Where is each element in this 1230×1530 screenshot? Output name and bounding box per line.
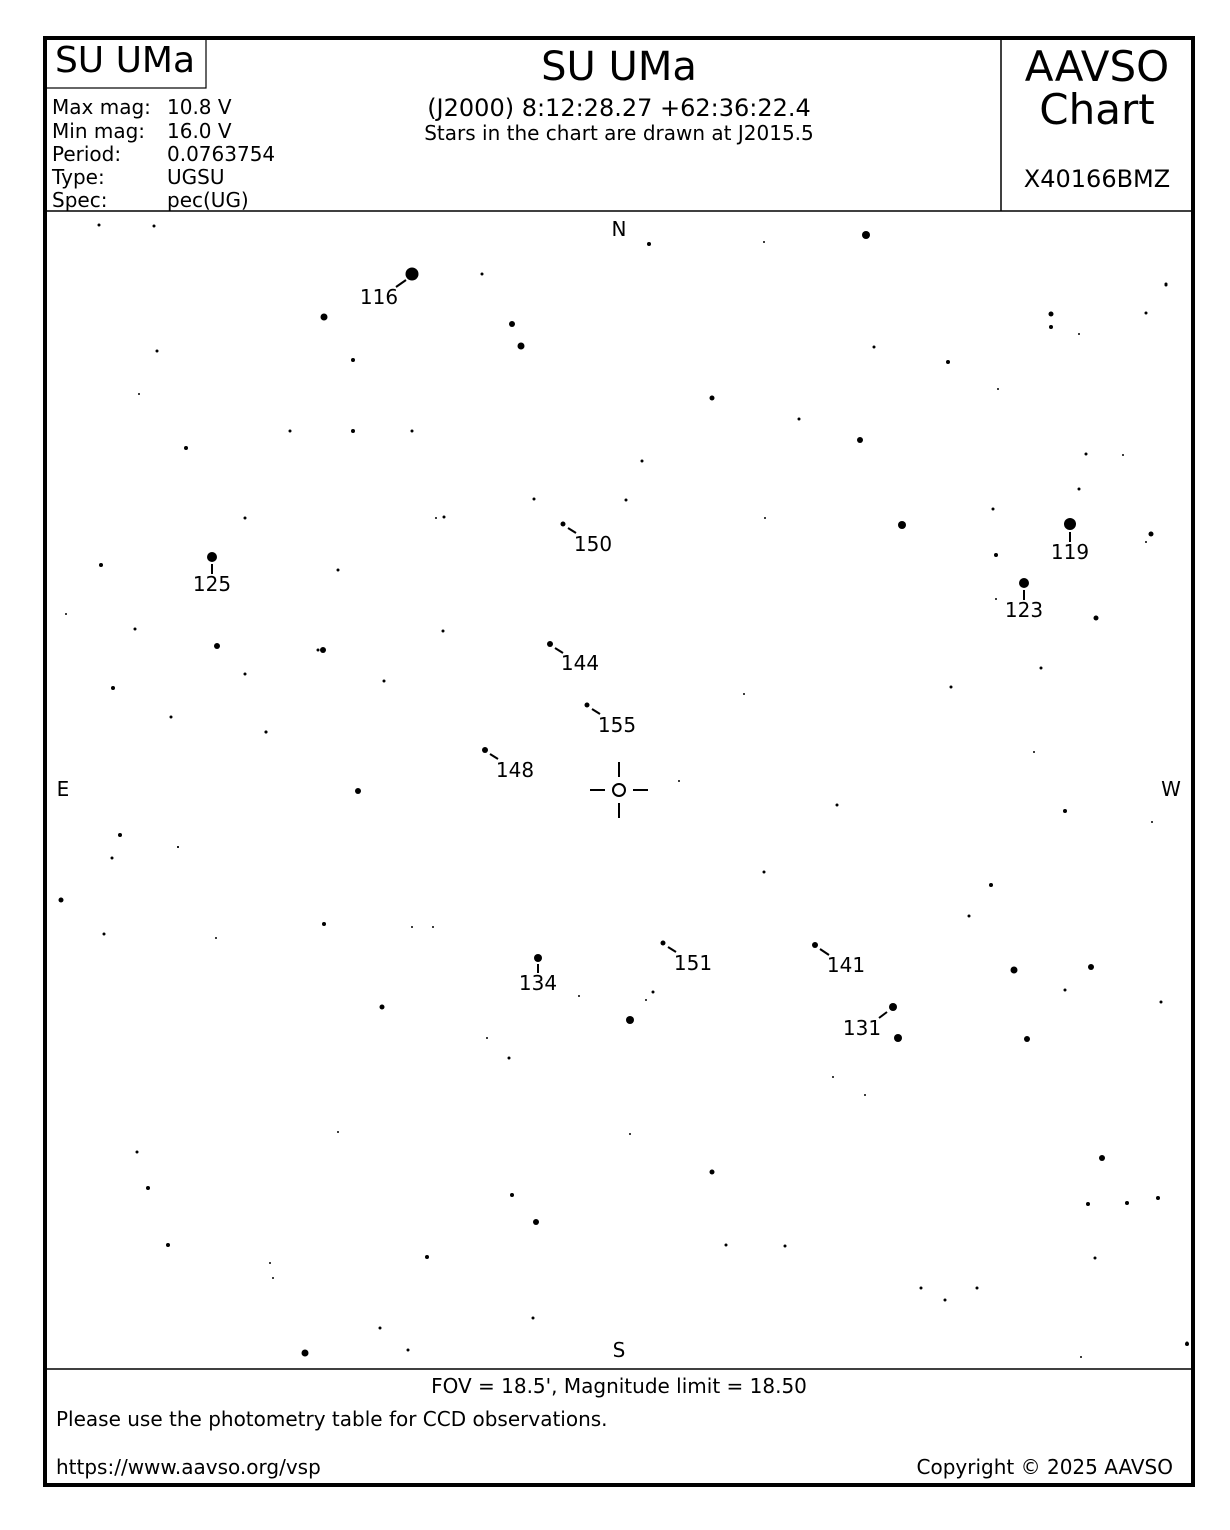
field-star	[1165, 284, 1168, 287]
field-star	[177, 846, 179, 848]
comparison-star-123	[1019, 578, 1029, 588]
field-star	[98, 224, 101, 227]
field-star	[355, 788, 361, 794]
field-star	[111, 686, 115, 690]
field-star	[1149, 532, 1154, 537]
field-star	[351, 358, 355, 362]
field-star	[645, 999, 647, 1001]
field-star	[994, 553, 998, 557]
field-star	[836, 804, 839, 807]
comparison-label-144: 144	[560, 651, 600, 675]
field-star	[864, 1094, 866, 1096]
field-star	[322, 922, 326, 926]
field-star	[244, 673, 247, 676]
field-star	[118, 833, 122, 837]
field-star	[380, 1005, 385, 1010]
field-star	[533, 498, 536, 501]
field-star	[997, 388, 999, 390]
field-star	[435, 517, 437, 519]
field-star	[1080, 1356, 1082, 1358]
copyright: Copyright © 2025 AAVSO	[916, 1455, 1173, 1479]
field-star	[641, 460, 644, 463]
field-star	[1122, 454, 1124, 456]
chart-id: X40166BMZ	[1023, 165, 1171, 193]
field-stars	[56, 224, 1190, 1359]
comparison-label-134: 134	[518, 971, 558, 995]
chart-frame	[45, 38, 1193, 1485]
comparison-label-131: 131	[842, 1016, 882, 1040]
comparison-star-151	[661, 941, 666, 946]
brand-chart: Chart	[1039, 85, 1155, 134]
field-star	[1011, 967, 1018, 974]
field-star	[443, 516, 446, 519]
target-marker	[590, 762, 648, 818]
field-star	[992, 508, 995, 511]
comparison-label-155: 155	[597, 713, 637, 737]
comparison-stars	[193, 268, 1089, 1041]
direction-north: N	[611, 217, 627, 241]
field-star	[1040, 667, 1043, 670]
field-star	[1078, 333, 1080, 335]
field-star	[1088, 964, 1094, 970]
info-label: Max mag:	[52, 95, 151, 119]
comparison-star-141	[812, 942, 818, 948]
comparison-label-151: 151	[673, 951, 713, 975]
comparison-label-116: 116	[359, 285, 399, 309]
field-star	[725, 1244, 728, 1247]
comparison-star-148	[482, 747, 488, 753]
field-star	[1099, 1155, 1105, 1161]
field-star	[862, 231, 870, 239]
comparison-label-150: 150	[573, 532, 613, 556]
field-star	[99, 563, 103, 567]
field-star	[1049, 312, 1054, 317]
field-star	[166, 1243, 170, 1247]
field-star	[244, 517, 247, 520]
field-star	[989, 883, 993, 887]
info-label: Period:	[52, 142, 122, 166]
field-star	[1125, 1201, 1129, 1205]
field-star	[317, 649, 320, 652]
comparison-label-148: 148	[495, 758, 535, 782]
field-star	[1160, 1001, 1163, 1004]
comparison-label-119: 119	[1050, 540, 1090, 564]
field-star	[153, 225, 156, 228]
field-star	[647, 242, 651, 246]
field-star	[1063, 809, 1067, 813]
field-star	[302, 1350, 309, 1357]
field-star	[320, 647, 326, 653]
field-star	[532, 1317, 535, 1320]
field-star	[1151, 821, 1153, 823]
field-star	[111, 857, 114, 860]
direction-west: W	[1161, 777, 1181, 801]
field-star	[710, 1170, 715, 1175]
field-star	[652, 991, 655, 994]
field-star	[379, 1327, 382, 1330]
field-star	[995, 598, 997, 600]
field-star	[411, 430, 414, 433]
field-star	[138, 393, 140, 395]
field-star	[214, 643, 220, 649]
field-star	[432, 926, 434, 928]
field-star	[946, 360, 950, 364]
field-star	[170, 716, 173, 719]
field-star	[857, 437, 863, 443]
field-star	[1024, 1036, 1030, 1042]
info-value: pec(UG)	[167, 188, 249, 212]
field-star	[337, 569, 340, 572]
field-star	[1145, 541, 1147, 543]
field-star	[215, 937, 217, 939]
field-star	[272, 1277, 274, 1279]
corner-label: SU UMa	[54, 40, 196, 81]
comparison-label-123: 123	[1004, 598, 1044, 622]
field-star	[481, 273, 484, 276]
field-star	[798, 418, 801, 421]
info-label: Spec:	[52, 188, 108, 212]
target-coordinates: (J2000) 8:12:28.27 +62:36:22.4	[427, 94, 811, 122]
field-star	[784, 1245, 787, 1248]
field-star	[509, 321, 515, 327]
field-star	[968, 915, 971, 918]
field-star	[629, 1133, 631, 1135]
target-circle	[613, 784, 625, 796]
comparison-star-131	[889, 1003, 897, 1011]
field-star	[184, 446, 188, 450]
field-star	[710, 396, 715, 401]
field-star	[383, 680, 386, 683]
ccd-note: Please use the photometry table for CCD observations.	[56, 1407, 608, 1431]
field-star	[146, 1186, 150, 1190]
field-star	[920, 1287, 923, 1290]
brand-aavso: AAVSO	[1024, 42, 1170, 91]
direction-east: E	[56, 777, 70, 801]
field-star	[1078, 488, 1081, 491]
comparison-star-150	[561, 522, 566, 527]
field-star	[321, 314, 328, 321]
info-value: 16.0 V	[167, 119, 232, 143]
field-star	[289, 430, 292, 433]
field-star	[1049, 325, 1053, 329]
info-value: 0.0763754	[167, 142, 276, 166]
field-star	[894, 1034, 902, 1042]
field-star	[1094, 1257, 1097, 1260]
field-star	[898, 521, 906, 529]
field-star	[763, 241, 765, 243]
field-star	[134, 628, 137, 631]
field-star	[950, 686, 953, 689]
field-star	[1156, 1196, 1160, 1200]
field-star	[764, 517, 766, 519]
chart-title: SU UMa	[541, 44, 697, 90]
comparison-star-134	[534, 954, 542, 962]
field-star	[678, 780, 680, 782]
epoch-note: Stars in the chart are drawn at J2015.5	[424, 121, 814, 145]
field-star	[1186, 1342, 1189, 1345]
field-star	[976, 1287, 979, 1290]
comparison-star-125	[207, 552, 217, 562]
comparison-star-155	[585, 703, 590, 708]
field-star	[510, 1193, 514, 1197]
field-star	[136, 1151, 139, 1154]
field-star	[873, 346, 876, 349]
field-star	[518, 343, 525, 350]
field-star	[1086, 1202, 1090, 1206]
field-star	[411, 926, 413, 928]
info-label: Type:	[52, 165, 105, 189]
fov-text: FOV = 18.5', Magnitude limit = 18.50	[431, 1374, 807, 1398]
field-star	[337, 1131, 339, 1133]
field-star	[625, 499, 628, 502]
comparison-label-125: 125	[192, 572, 232, 596]
field-star	[442, 630, 445, 633]
comparison-star-116	[406, 268, 419, 281]
info-value: UGSU	[167, 165, 225, 189]
field-star	[265, 731, 268, 734]
field-star	[103, 933, 106, 936]
field-star	[65, 613, 67, 615]
field-star	[508, 1057, 511, 1060]
field-star	[59, 898, 64, 903]
field-star	[407, 1349, 410, 1352]
field-star	[156, 350, 159, 353]
field-star	[578, 995, 580, 997]
field-star	[1145, 312, 1148, 315]
field-star	[486, 1037, 488, 1039]
field-star	[743, 693, 745, 695]
field-star	[425, 1255, 429, 1259]
comparison-label-141: 141	[826, 953, 866, 977]
field-star	[626, 1016, 634, 1024]
field-star	[832, 1076, 834, 1078]
field-star	[533, 1219, 539, 1225]
info-value: 10.8 V	[167, 95, 232, 119]
direction-south: S	[612, 1338, 626, 1362]
field-star	[763, 871, 766, 874]
field-star	[944, 1299, 947, 1302]
field-star	[1094, 616, 1099, 621]
comparison-star-119	[1064, 518, 1076, 530]
field-star	[1085, 453, 1088, 456]
comparison-star-144	[547, 641, 553, 647]
vsp-link[interactable]: https://www.aavso.org/vsp	[56, 1455, 321, 1479]
field-star	[269, 1262, 271, 1264]
field-star	[351, 429, 355, 433]
info-label: Min mag:	[52, 119, 146, 143]
star-info	[51, 95, 275, 212]
field-star	[1064, 989, 1067, 992]
field-star	[1033, 751, 1035, 753]
